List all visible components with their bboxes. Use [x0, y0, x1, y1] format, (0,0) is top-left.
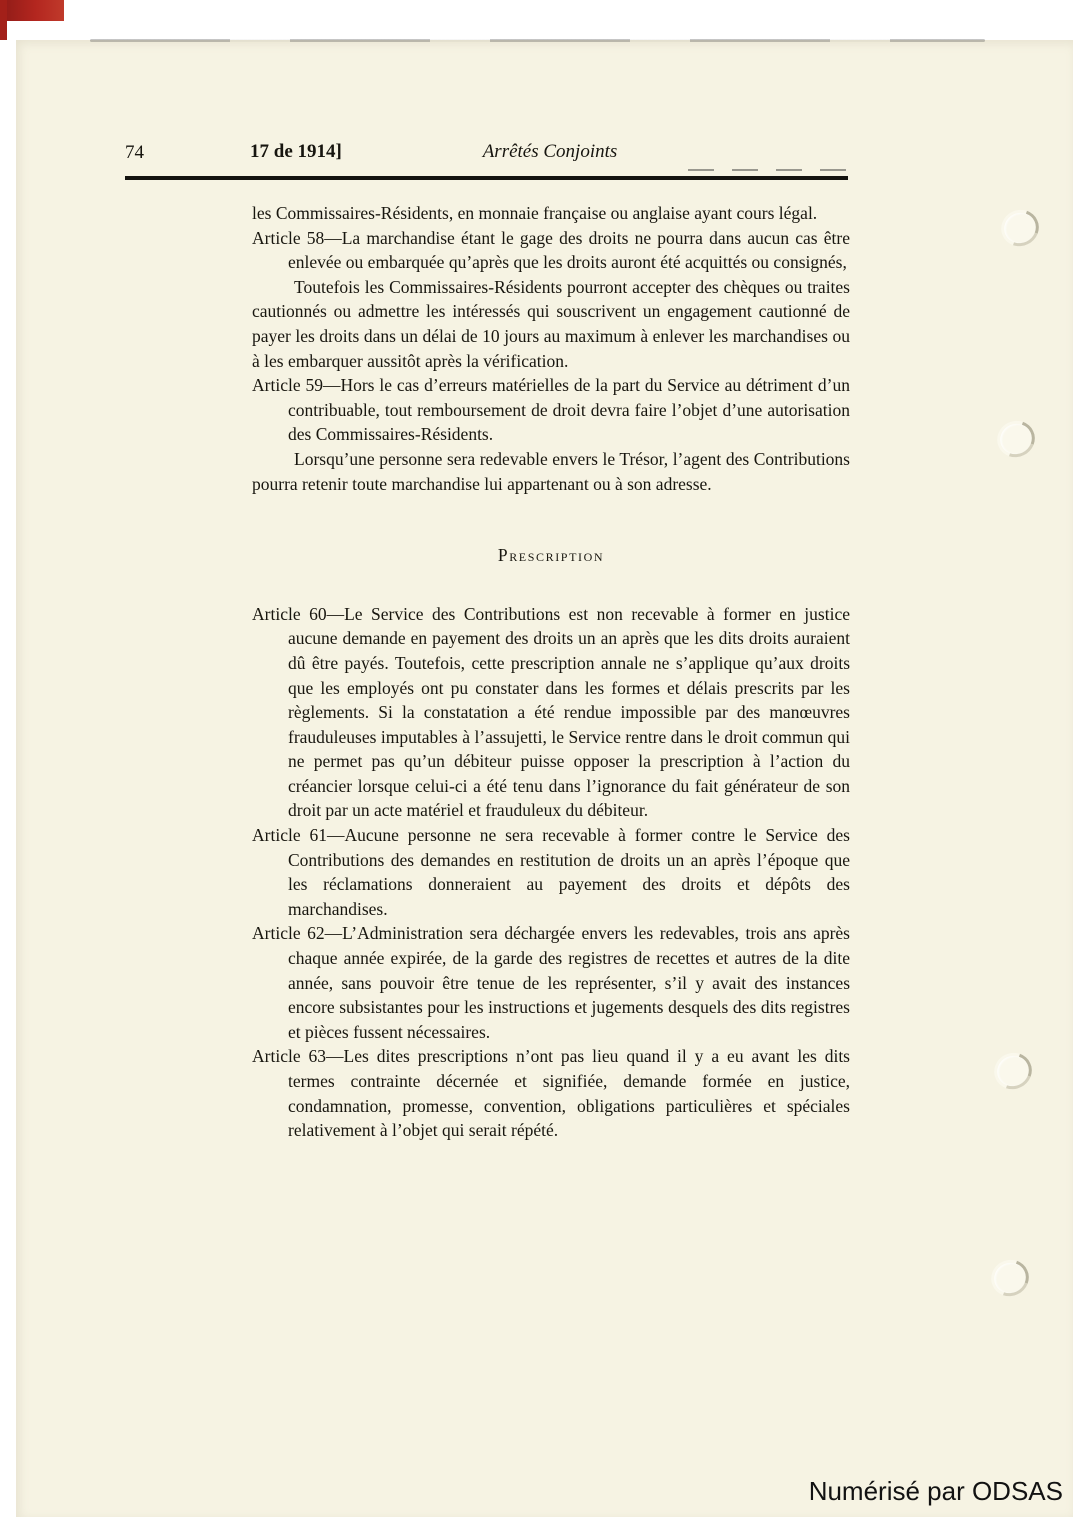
digitization-watermark: Numérisé par ODSAS [808, 1476, 1063, 1506]
article-62: Article 62—L’Administration sera déchargée envers les redevables, trois ans après chaque année expirée, de la garde des registres de recettes et autres de la dite année, sans pouvoir être tenue de les représenter, s’il y avait des instances encore subsistantes pour les instructions et jugements desquels des dits registres et pièces fussent nécessaires. [252, 923, 850, 1042]
header-title: Arrêtés Conjoints [482, 141, 618, 162]
article-58: Article 58—La marchandise étant le gage des droits ne pourra dans aucun cas être enlevée ou embarquée qu’après que les droits auront été acquittés ou consignés, [252, 227, 850, 273]
text-column [252, 201, 850, 1143]
article-60: Article 60—Le Service des Contributions est non recevable à former en justice aucune demande en payement des droits un an après que les dits droits auraient dû être payés. Toutefois, cette prescription annale ne s’applique qu’aux droits que les employés ont pu constater dans les formes et délais prescrits par les règlements. Si la constatation a été rendue impossible par des manœuvres frauduleuses imputables à l’assujetti, le Service rentre dans le droit commun qui ne permet pas qu’un débiteur puisse opposer la prescription à l’action du créancier lorsque celui-ci a été tenu dans l’ignorance du fait générateur de son droit par un acte matériel et frauduleux du débiteur. [252, 603, 850, 821]
scan-artifact-red-left [0, 0, 7, 40]
article-59: Article 59—Hors le cas d’erreurs matérielles de la part du Service au détriment d’un contribuable, tout remboursement de droit devra faire l’objet d’une autorisation des Commissaires-Résidents. [252, 375, 850, 445]
article-63: Article 63—Les dites prescriptions n’ont pas lieu quand il y a eu avant les dits termes contrainte décernée et signifiée, demande formée en justice, condamnation, promesse, convention, obligations particulières et spéciales relativement à l’objet qui serait répété. [252, 1046, 850, 1141]
article-58-subparagraph: Toutefois les Commissaires-Résidents pourront accepter des chèques ou traites cautionnés ou admettre les intéressés qui souscrivent un engagement cautionné de payer les droits dans un délai de 10 jours au maximum à enlever les marchandises ou à les embarquer aussitôt après la vérification. [252, 276, 850, 371]
scan-artifact-red-top [0, 0, 64, 21]
scan-edge-shadow [90, 39, 985, 42]
article-59-subparagraph: Lorsqu’une personne sera redevable envers le Trésor, l’agent des Contributions pourra retenir toute marchandise lui appartenant ou à son adresse. [252, 448, 850, 494]
header-rule [125, 176, 848, 180]
section-heading-prescription: Prescription [497, 545, 605, 566]
article-61: Article 61—Aucune personne ne sera recevable à former contre le Service des Contributions des demandes en restitution de droits un an après l’époque que les réclamations donneraient au payement des droits et dépôts des marchandises. [252, 825, 850, 919]
paragraph-continuation: les Commissaires-Résidents, en monnaie française ou anglaise ayant cours légal. [252, 203, 818, 223]
header-volume: 17 de 1914] [250, 141, 342, 162]
page-number: 74 [125, 142, 144, 163]
scan-noise-dashes [688, 169, 846, 171]
